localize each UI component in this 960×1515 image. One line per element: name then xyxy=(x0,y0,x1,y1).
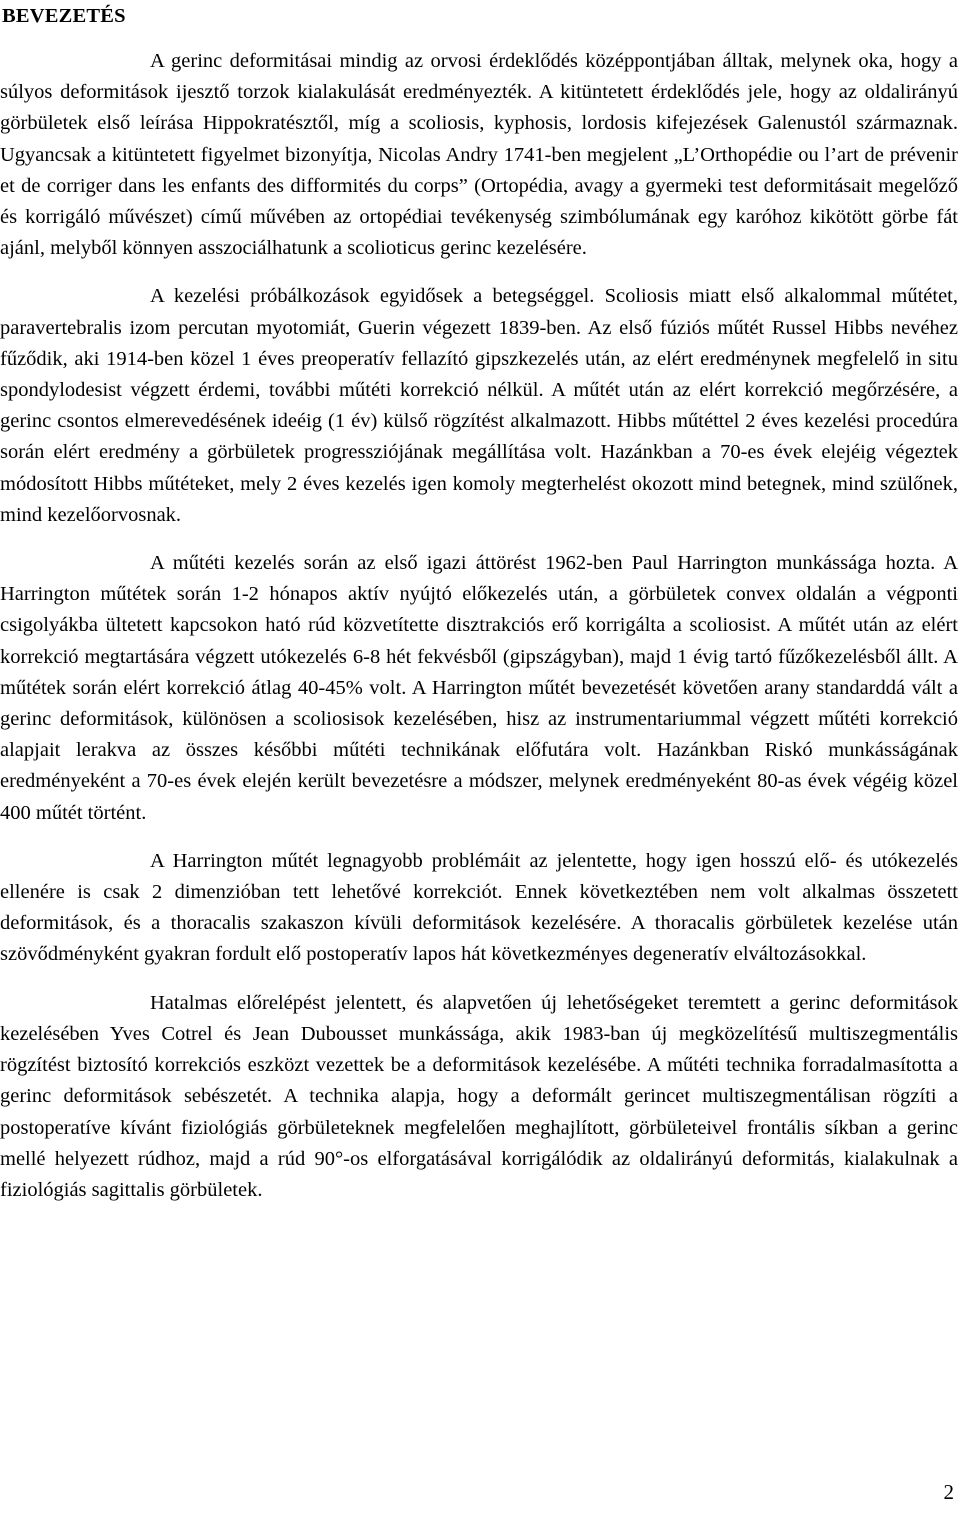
document-body xyxy=(0,46,958,1206)
paragraph-harrington-problems: A Harrington műtét legnagyobb problémáit az jelentette, hogy igen hosszú elő- és utókezelés ellenére is csak 2 dimenzióban tett lehetővé korrekciót. Ennek következtében nem volt alkalmas összetett deformitások, és a thoracalis szakaszon kívüli deformitások kezelésére. A thoracalis görbületek kezelése után szövődményként gyakran fordult elő postoperatív lapos hát következményes degeneratív elváltozásokkal. xyxy=(0,849,958,966)
section-heading: BEVEZETÉS xyxy=(2,5,126,27)
paragraph-history: A gerinc deformitásai mindig az orvosi érdeklődés középpontjában álltak, melynek oka, hogy a súlyos deformitások ijesztő torzok kialakulását eredményezték. A kitüntetett érdeklődés jele, hogy az oldalirányú görbületek első leírása Hippokratésztől, míg a scoliosis, kyphosis, lordosis kifejezések Galenustól származnak. Ugyancsak a kitüntetett figyelmet bizonyítja, Nicolas Andry 1741-ben megjelent „L’Orthopédie ou l’art de prévenir et de corriger dans les enfants des difformités du corps” (Ortopédia, avagy a gyermeki test deformitásait megelőző és korrigáló művészet) című művében az ortopédiai tevékenység szimbólumának egy karóhoz kikötött görbe fát ajánl, melyből könnyen asszociálhatunk a scolioticus gerinc kezelésére. xyxy=(0,50,958,260)
paragraph-cotrel-dubousset: Hatalmas előrelépést jelentett, és alapvetően új lehetőségeket teremtett a gerinc deformitások kezelésében Yves Cotrel és Jean Dubousset munkássága, akik 1983-ban új megközelítésű multiszegmentális rögzítést biztosító korrekciós eszközt vezettek be a deformitások kezelésébe. A műtéti technika forradalmasította a gerinc deformitások sebészetét. A technika alapja, hogy a deformált gerincet multiszegmentálisan rögzíti a postoperatíve kívánt fiziológiás görbületeknek megfelelően meghajlított, görbületeivel frontális síkban a gerinc mellé helyezett rúdhoz, majd a rúd 90°-os elforgatásával korrigálódik az oldalirányú deformitás, kialakulnak a fiziológiás sagittalis görbületek. xyxy=(0,991,958,1201)
page-number: 2 xyxy=(943,1480,954,1504)
paragraph-early-treatment: A kezelési próbálkozások egyidősek a betegséggel. Scoliosis miatt első alkalommal műtétet, paravertebralis izom percutan myotomiát, Guerin végezett 1839-ben. Az első fúziós műtét Russel Hibbs nevéhez fűződik, aki 1914-ben közel 1 éves preoperatív fellazító gipszkezelés után, az elért eredménynek megfelelő in situ spondylodesist végzett érdemi, további műtéti korrekció nélkül. A műtét után az elért korrekció megőrzésére, a gerinc csontos elmerevedésének ideéig (1 év) külső rögzítést alkalmazott. Hibbs műtéttel 2 éves kezelési procedúra során elért eredmény a görbületek progressziójának megállítása volt. Hazánkban a 70-es évek elejéig végeztek módosított Hibbs műtéteket, mely 2 éves kezelés igen komoly megterhelést okozott mind betegnek, mind szülőnek, mind kezelőorvosnak. xyxy=(0,285,958,526)
paragraph-harrington: A műtéti kezelés során az első igazi áttörést 1962-ben Paul Harrington munkássága hozta. A Harrington műtétek során 1-2 hónapos aktív nyújtó előkezelés után, a görbületek convex oldalán a végponti csigolyákba ültetett kapcsokon ható rúd közvetítette disztrakciós erő korrigálta a scoliosist. A műtét után az elért korrekció megtartására végzett utókezelés 6-8 hét fekvésből (gipszágyban), majd 1 évig tartó fűzőkezelésből állt. A műtétek során elért korrekció átlag 40-45% volt. A Harrington műtét bevezetését követően arany standarddá vált a gerinc deformitások, különösen a scoliosisok kezelésében, hisz az instrumentariummal végzett műtéti korrekció alapjait lerakva az összes későbbi műtéti technikának előfutára volt. Hazánkban Riskó munkásságának eredményeként a 70-es évek elején került bevezetésre a módszer, melynek eredményeként 80-as évek végéig közel 400 műtét történt. xyxy=(0,552,958,824)
